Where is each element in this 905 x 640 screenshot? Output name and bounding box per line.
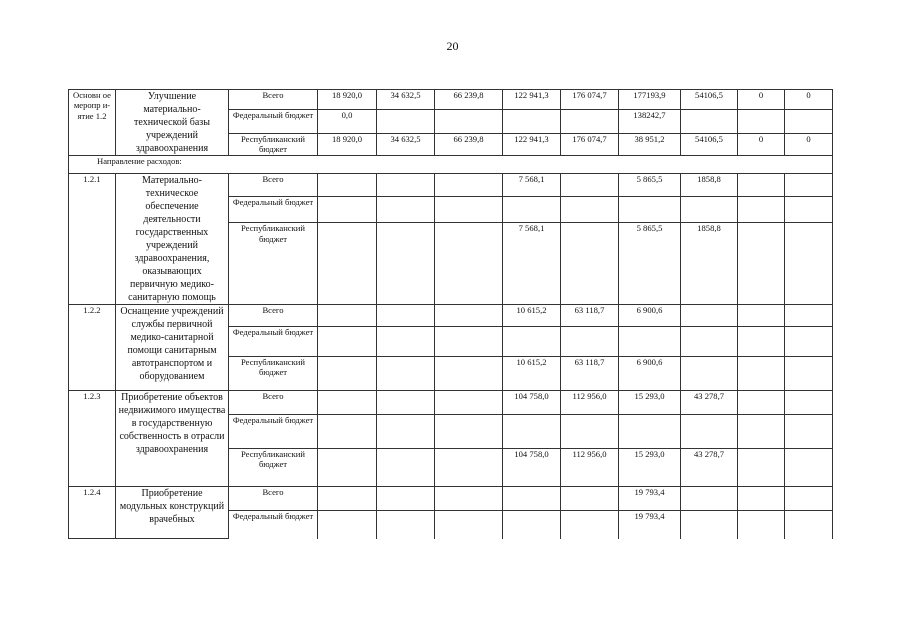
value-cell: 0 [785,90,833,110]
value-cell [619,415,681,449]
value-cell [561,110,619,133]
value-cell [503,110,561,133]
value-cell [738,487,785,511]
value-cell [377,487,435,511]
budget-table [68,89,833,539]
value-cell [435,223,503,305]
value-cell: 18 920,0 [318,133,377,155]
funding-source: Республиканский бюджет [229,357,318,391]
funding-source: Федеральный бюджет [229,327,318,357]
value-cell [785,305,833,327]
value-cell [435,197,503,223]
direction-row [69,156,833,174]
value-cell [377,327,435,357]
value-cell [681,415,738,449]
value-cell [681,197,738,223]
measure-name: Оснащение учреждений службы первичной медико-санитарной помощи санитарным автотранспортом и оборудованием [116,305,229,391]
value-cell: 38 951,2 [619,133,681,155]
value-cell: 5 865,5 [619,223,681,305]
value-cell [377,197,435,223]
value-cell [318,511,377,539]
value-cell [435,415,503,449]
value-cell: 177193,9 [619,90,681,110]
measure-code: 1.2.2 [69,305,116,391]
funding-source: Федеральный бюджет [229,511,318,539]
measure-code: Основн ое меропр и-ятие 1.2 [69,90,116,156]
value-cell [318,174,377,197]
value-cell [377,223,435,305]
value-cell: 0,0 [318,110,377,133]
value-cell [318,197,377,223]
table-row [69,90,833,110]
measure-name: Материально-техническое обеспечение деятельности государственных учреждений здравоохранения, оказывающих первичную медико-санитарную помощь [116,174,229,305]
value-cell [785,223,833,305]
measure-name: Улучшение материально-технической базы учреждений здравоохранения [116,90,229,156]
value-cell: 43 278,7 [681,391,738,415]
value-cell [435,357,503,391]
value-cell: 104 758,0 [503,449,561,487]
value-cell [377,449,435,487]
value-cell: 176 074,7 [561,90,619,110]
value-cell: 63 118,7 [561,357,619,391]
funding-source: Республиканский бюджет [229,133,318,155]
value-cell: 15 293,0 [619,391,681,415]
value-cell [738,449,785,487]
value-cell: 15 293,0 [619,449,681,487]
funding-source: Республиканский бюджет [229,223,318,305]
direction-label: Направление расходов: [69,156,833,174]
value-cell [318,223,377,305]
value-cell: 63 118,7 [561,305,619,327]
value-cell [738,197,785,223]
value-cell: 5 865,5 [619,174,681,197]
value-cell [681,110,738,133]
value-cell [435,174,503,197]
measure-code: 1.2.1 [69,174,116,305]
table-row [69,305,833,327]
value-cell [435,110,503,133]
value-cell [738,415,785,449]
value-cell [377,511,435,539]
value-cell [561,327,619,357]
value-cell: 0 [738,133,785,155]
value-cell [738,511,785,539]
value-cell [785,449,833,487]
funding-source: Федеральный бюджет [229,197,318,223]
value-cell: 0 [738,90,785,110]
value-cell [435,305,503,327]
value-cell [503,487,561,511]
value-cell [681,357,738,391]
value-cell [318,391,377,415]
value-cell: 19 793,4 [619,511,681,539]
value-cell [738,391,785,415]
funding-source: Федеральный бюджет [229,415,318,449]
value-cell [561,511,619,539]
value-cell [435,487,503,511]
value-cell [503,511,561,539]
value-cell: 0 [785,133,833,155]
value-cell [561,487,619,511]
value-cell: 66 239,8 [435,133,503,155]
measure-name: Приобретение модульных конструкций врачебных [116,487,229,539]
value-cell: 122 941,3 [503,90,561,110]
value-cell: 1858,8 [681,174,738,197]
value-cell [785,357,833,391]
value-cell [619,327,681,357]
value-cell [738,357,785,391]
page-number: 20 [446,39,459,53]
value-cell: 176 074,7 [561,133,619,155]
value-cell [785,197,833,223]
value-cell [681,487,738,511]
measure-code: 1.2.3 [69,391,116,487]
value-cell [619,197,681,223]
value-cell [377,174,435,197]
value-cell: 18 920,0 [318,90,377,110]
value-cell: 112 956,0 [561,391,619,415]
table-row [69,391,833,415]
value-cell [435,327,503,357]
value-cell [318,487,377,511]
value-cell: 19 793,4 [619,487,681,511]
value-cell [503,327,561,357]
value-cell: 138242,7 [619,110,681,133]
value-cell [738,174,785,197]
table-row [69,487,833,511]
value-cell [785,415,833,449]
value-cell [738,327,785,357]
value-cell [785,110,833,133]
value-cell [435,391,503,415]
value-cell [318,415,377,449]
value-cell [785,391,833,415]
value-cell [503,197,561,223]
value-cell [785,327,833,357]
value-cell: 43 278,7 [681,449,738,487]
value-cell [377,357,435,391]
value-cell: 112 956,0 [561,449,619,487]
table-row [69,174,833,197]
value-cell [785,487,833,511]
funding-source: Всего [229,90,318,110]
measure-code: 1.2.4 [69,487,116,539]
value-cell: 54106,5 [681,90,738,110]
value-cell [377,110,435,133]
value-cell: 34 632,5 [377,133,435,155]
value-cell [738,223,785,305]
value-cell: 1858,8 [681,223,738,305]
value-cell [681,305,738,327]
value-cell: 7 568,1 [503,223,561,305]
value-cell [377,305,435,327]
value-cell [561,223,619,305]
value-cell [738,110,785,133]
value-cell [681,511,738,539]
value-cell [681,327,738,357]
value-cell [503,415,561,449]
value-cell [377,391,435,415]
value-cell [561,197,619,223]
funding-source: Всего [229,391,318,415]
value-cell: 66 239,8 [435,90,503,110]
funding-source: Всего [229,487,318,511]
value-cell [738,305,785,327]
value-cell: 34 632,5 [377,90,435,110]
value-cell: 54106,5 [681,133,738,155]
value-cell: 10 615,2 [503,357,561,391]
value-cell [318,327,377,357]
value-cell: 104 758,0 [503,391,561,415]
value-cell [785,511,833,539]
funding-source: Федеральный бюджет [229,110,318,133]
value-cell: 6 900,6 [619,357,681,391]
funding-source: Всего [229,305,318,327]
value-cell [318,305,377,327]
value-cell: 122 941,3 [503,133,561,155]
measure-name: Приобретение объектов недвижимого имущества в государственную собственность в отрасли здравоохранения [116,391,229,487]
value-cell [435,511,503,539]
value-cell: 6 900,6 [619,305,681,327]
value-cell [785,174,833,197]
funding-source: Всего [229,174,318,197]
value-cell [318,449,377,487]
value-cell: 7 568,1 [503,174,561,197]
funding-source: Республиканский бюджет [229,449,318,487]
value-cell [435,449,503,487]
value-cell: 10 615,2 [503,305,561,327]
value-cell [318,357,377,391]
value-cell [561,174,619,197]
value-cell [377,415,435,449]
value-cell [561,415,619,449]
